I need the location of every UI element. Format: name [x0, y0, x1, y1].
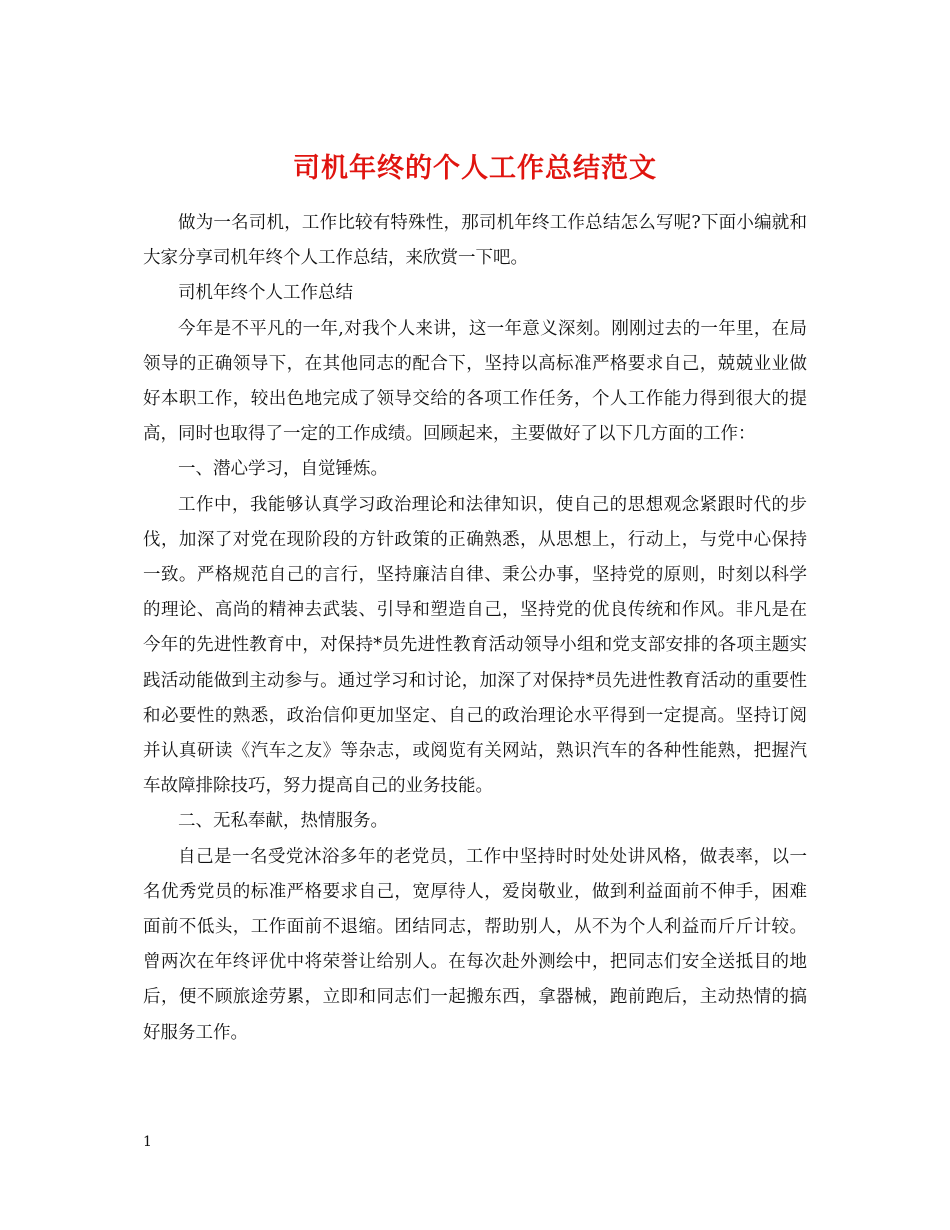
section-heading-one: 一、潜心学习，自觉锤炼。: [178, 459, 388, 480]
document-body: [143, 206, 807, 1051]
page-number: 1: [143, 1134, 152, 1150]
intro-paragraph: 做为一名司机，工作比较有特殊性，那司机年终工作总结怎么写呢?下面小编就和大家分享司机年终个人工作总结，来欣赏一下吧。: [143, 213, 807, 269]
document-title: 司机年终的个人工作总结范文: [293, 153, 657, 185]
body-paragraph: 今年是不平凡的一年,对我个人来讲，这一年意义深刻。刚刚过去的一年里，在局领导的正确领导下，在其他同志的配合下，坚持以高标准严格要求自己，兢兢业业做好本职工作，较出色地完成了领导交给的各项工作任务，个人工作能力得到很大的提高，同时也取得了一定的工作成绩。回顾起来，主要做好了以下几方面的工作：: [143, 318, 807, 445]
section-heading: 司机年终个人工作总结: [178, 283, 353, 304]
body-paragraph: 工作中，我能够认真学习政治理论和法律知识，使自己的思想观念紧跟时代的步伐，加深了对党在现阶段的方针政策的正确熟悉，从思想上，行动上，与党中心保持一致。严格规范自己的言行，坚持廉洁自律、秉公办事，坚持党的原则，时刻以科学的理论、高尚的精神去武装、引导和塑造自己，坚持党的优良传统和作风。非凡是在今年的先进性教育中，对保持*员先进性教育活动领导小组和党支部安排的各项主题实践活动能做到主动参与。通过学习和讨论，加深了对保持*员先进性教育活动的重要性和必要性的熟悉，政治信仰更加坚定、自己的政治理论水平得到一定提高。坚持订阅并认真研读《汽车之友》等杂志，或阅览有关网站，熟识汽车的各种性能熟，把握汽车故障排除技巧，努力提高自己的业务技能。: [143, 494, 807, 797]
body-paragraph: 自己是一名受党沐浴多年的老党员，工作中坚持时时处处讲风格，做表率，以一名优秀党员的标准严格要求自己，宽厚待人，爱岗敬业，做到利益面前不伸手，困难面前不低头，工作面前不退缩。团结同志，帮助别人，从不为个人利益而斤斤计较。曾两次在年终评优中将荣誉让给别人。在每次赴外测绘中，把同志们安全送抵目的地后，便不顾旅途劳累，立即和同志们一起搬东西，拿器械，跑前跑后，主动热情的搞好服务工作。: [143, 846, 807, 1043]
section-heading-two: 二、无私奉献，热情服务。: [178, 811, 388, 832]
